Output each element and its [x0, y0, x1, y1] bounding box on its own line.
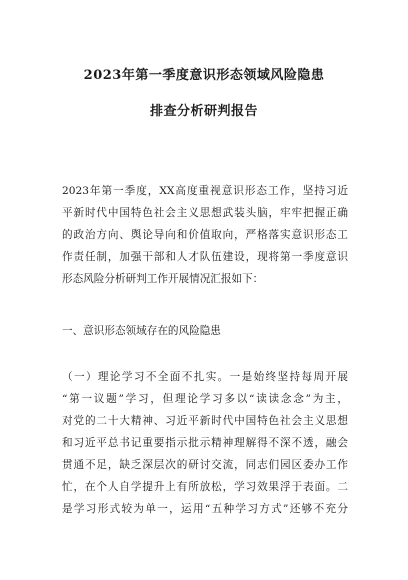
body-line: 忙，在个人自学提升上有所放松，学习效果浮于表面。二 — [62, 481, 348, 493]
intro-paragraph — [62, 180, 348, 290]
intro-line: 的政治方向、舆论导向和价值取向，严格落实意识形态工 — [62, 229, 348, 241]
body-line: 是学习形式较为单一，运用“五种学习方式”还够不充分 — [62, 503, 348, 515]
body-line: （一）理论学习不全面不扎实。一是始终坚持每周开展 — [62, 371, 348, 383]
document-title-line-1: 2023年第一季度意识形态领域风险隐患 — [83, 68, 325, 83]
body-line: 贯通不足，缺乏深层次的研讨交流，同志们园区委办工作 — [62, 459, 348, 471]
intro-line: 形态风险分析研判工作开展情况汇报如下： — [62, 273, 264, 285]
intro-line: 2023年第一季度，XX高度重视意识形态工作，坚持习近 — [62, 185, 348, 197]
section-heading-1: 一、意识形态领域存在的风险隐患 — [62, 325, 221, 337]
document-title-line-2: 排查分析研判报告 — [149, 104, 258, 119]
intro-line: 平新时代中国特色社会主义思想武装头脑，牢牢把握正确 — [62, 207, 348, 219]
body-line: 和习近平总书记重要指示批示精神理解得不深不透，融会 — [62, 437, 348, 449]
body-line: 对党的二十大精神、习近平新时代中国特色社会主义思想 — [62, 415, 348, 427]
body-line: “第一议题”学习，但理论学习多以“读读念念”为主， — [62, 393, 348, 405]
intro-line: 作责任制，加强干部和人才队伍建设，现将第一季度意识 — [62, 251, 348, 263]
body-paragraph — [62, 366, 348, 520]
